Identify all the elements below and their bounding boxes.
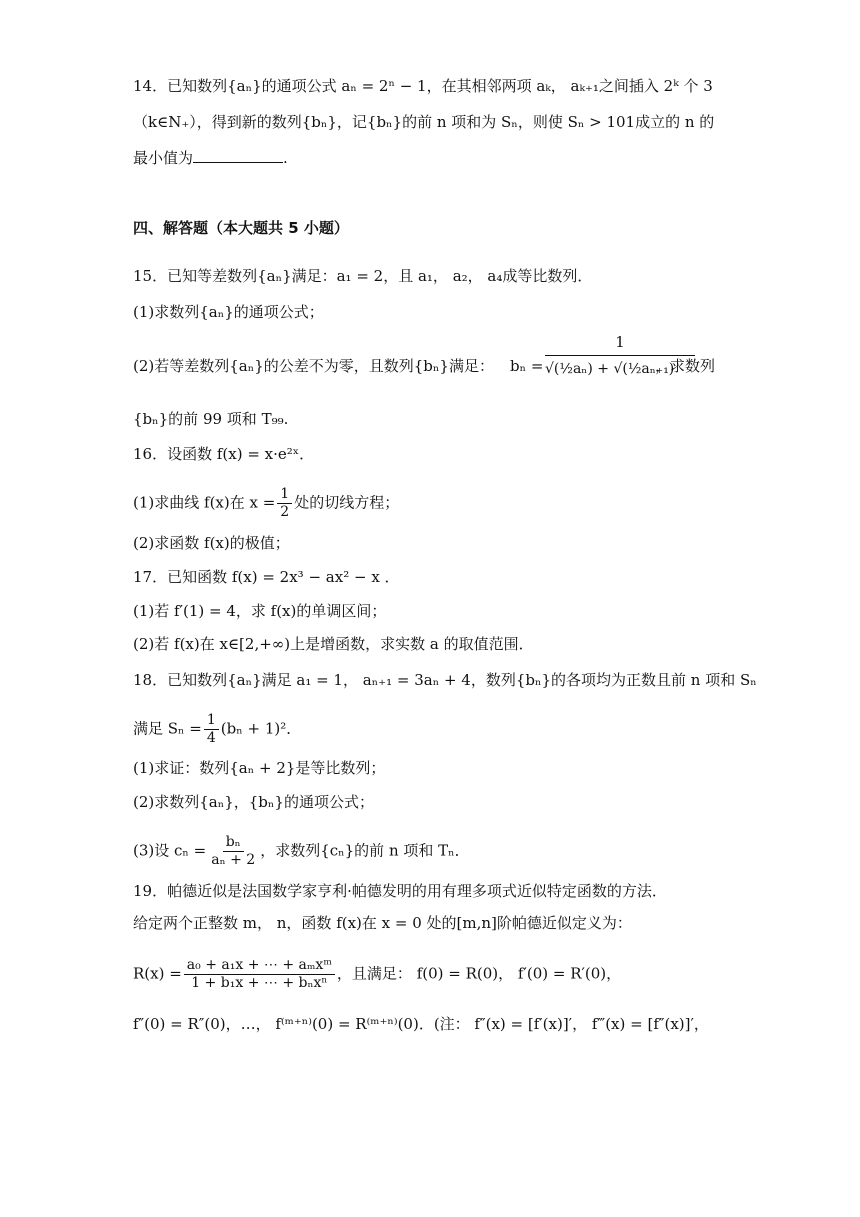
q16-fraction-denominator: 2 bbox=[280, 504, 290, 520]
q15-part-2 bbox=[133, 355, 494, 377]
q18-part-1: (1)求证：数列{aₙ + 2}是等比数列； bbox=[133, 759, 386, 777]
q18-line-2-prefix: 满足 Sₙ = bbox=[133, 719, 202, 738]
q18-part-2: (2)求数列{aₙ}，{bₙ}的通项公式； bbox=[133, 793, 374, 811]
q18-line-2-suffix: (bₙ + 1)²． bbox=[220, 719, 302, 738]
q18-part-3-prefix: (3)设 cₙ = bbox=[133, 841, 207, 860]
q16-part-1 bbox=[133, 486, 399, 521]
q15-part-2-prefix: (2)若等差数列{aₙ}的公差不为零，且数列{bₙ}满足： bbox=[133, 357, 494, 375]
q18-fraction-numerator: 1 bbox=[204, 712, 219, 730]
q14-line-3 bbox=[133, 147, 288, 169]
q18-part-3-numerator: bₙ bbox=[223, 834, 244, 852]
q18-part-3-fraction bbox=[208, 834, 258, 869]
q19-line-2: 给定两个正整数 m， n，函数 f(x)在 x = 0 处的[m,n]阶帕德近似定义为： bbox=[133, 914, 632, 932]
q15-formula-numerator: 1 bbox=[615, 333, 625, 351]
q19-fraction-denominator: 1 + b₁x + ⋯ + bₙxⁿ bbox=[191, 975, 328, 991]
q18-stem: 18．已知数列{aₙ}满足 a₁ = 1， aₙ₊₁ = 3aₙ + 4，数列{bₙ}的各项均为正数且前 n 项和 Sₙ bbox=[133, 671, 757, 689]
q16-fraction-numerator: 1 bbox=[277, 486, 292, 504]
q14-period: . bbox=[283, 149, 288, 167]
q17-part-2: (2)若 f(x)在 x∈[2,+∞)上是增函数，求实数 a 的取值范围． bbox=[133, 635, 534, 653]
q18-fraction bbox=[204, 712, 219, 747]
q18-line-2 bbox=[133, 712, 301, 747]
q14-line-1: 14．已知数列{aₙ}的通项公式 aₙ = 2ⁿ − 1，在其相邻两项 aₖ， aₖ₊₁之间插入 2ᵏ 个 3 bbox=[133, 77, 713, 95]
q19-fraction-numerator: a₀ + a₁x + ⋯ + aₘxᵐ bbox=[184, 957, 335, 975]
q15-part-2-suffix: ，求数列 bbox=[655, 357, 716, 375]
q15-stem: 15．已知等差数列{aₙ}满足：a₁ = 2，且 a₁， a₂， a₄成等比数列． bbox=[133, 267, 593, 285]
q16-part-1-prefix: (1)求曲线 f(x)在 x = bbox=[133, 493, 276, 512]
q19-fraction bbox=[184, 957, 335, 992]
q18-part-3-suffix: ，求数列{cₙ}的前 n 项和 Tₙ． bbox=[260, 841, 470, 860]
q19-line-3-prefix: R(x) = bbox=[133, 964, 182, 983]
q14-answer-prompt: 最小值为 bbox=[133, 149, 194, 167]
q18-fraction-denominator: 4 bbox=[206, 730, 216, 746]
q14-line-2: （k∈N₊），得到新的数列{bₙ}，记{bₙ}的前 n 项和为 Sₙ，则使 Sₙ > 101成立的 n 的 bbox=[133, 113, 715, 131]
q18-part-3-denominator: aₙ + 2 bbox=[211, 852, 256, 868]
q15-part-1: (1)求数列{aₙ}的通项公式； bbox=[133, 303, 324, 321]
q17-part-1: (1)若 f′(1) = 4，求 f(x)的单调区间； bbox=[133, 602, 387, 620]
q16-part-2: (2)求函数 f(x)的极值； bbox=[133, 534, 290, 552]
q18-part-3 bbox=[133, 834, 470, 869]
q19-line-4: f″(0) = R″(0)，…， f⁽ᵐ⁺ⁿ⁾(0) = R⁽ᵐ⁺ⁿ⁾(0)．(注： f″(x) = [f′(x)]′， f‴(x) = [f″(x)]′， bbox=[133, 1015, 709, 1033]
q16-part-1-suffix: 处的切线方程； bbox=[294, 493, 400, 512]
section-heading: 四、解答题（本大题共 5 小题） bbox=[133, 219, 349, 237]
q19-line-3-suffix: ，且满足： f(0) = R(0)， f′(0) = R′(0)， bbox=[336, 964, 622, 983]
q14-answer-blank bbox=[193, 148, 283, 163]
q16-stem: 16．设函数 f(x) = x·e²ˣ． bbox=[133, 445, 315, 463]
q19-line-3 bbox=[133, 957, 621, 992]
q15-part-2-line-2: {bₙ}的前 99 项和 T₉₉. bbox=[133, 410, 289, 428]
q15-formula-denominator: √(½aₙ) + √(½aₙ₊₁) bbox=[545, 361, 675, 377]
q19-line-1: 19．帕德近似是法国数学家亨利·帕德发明的用有理多项式近似特定函数的方法． bbox=[133, 882, 667, 900]
q15-formula-lhs: bₙ = bbox=[510, 357, 544, 375]
q17-stem: 17．已知函数 f(x) = 2x³ − ax² − x ． bbox=[133, 568, 400, 586]
q16-fraction bbox=[277, 486, 292, 521]
